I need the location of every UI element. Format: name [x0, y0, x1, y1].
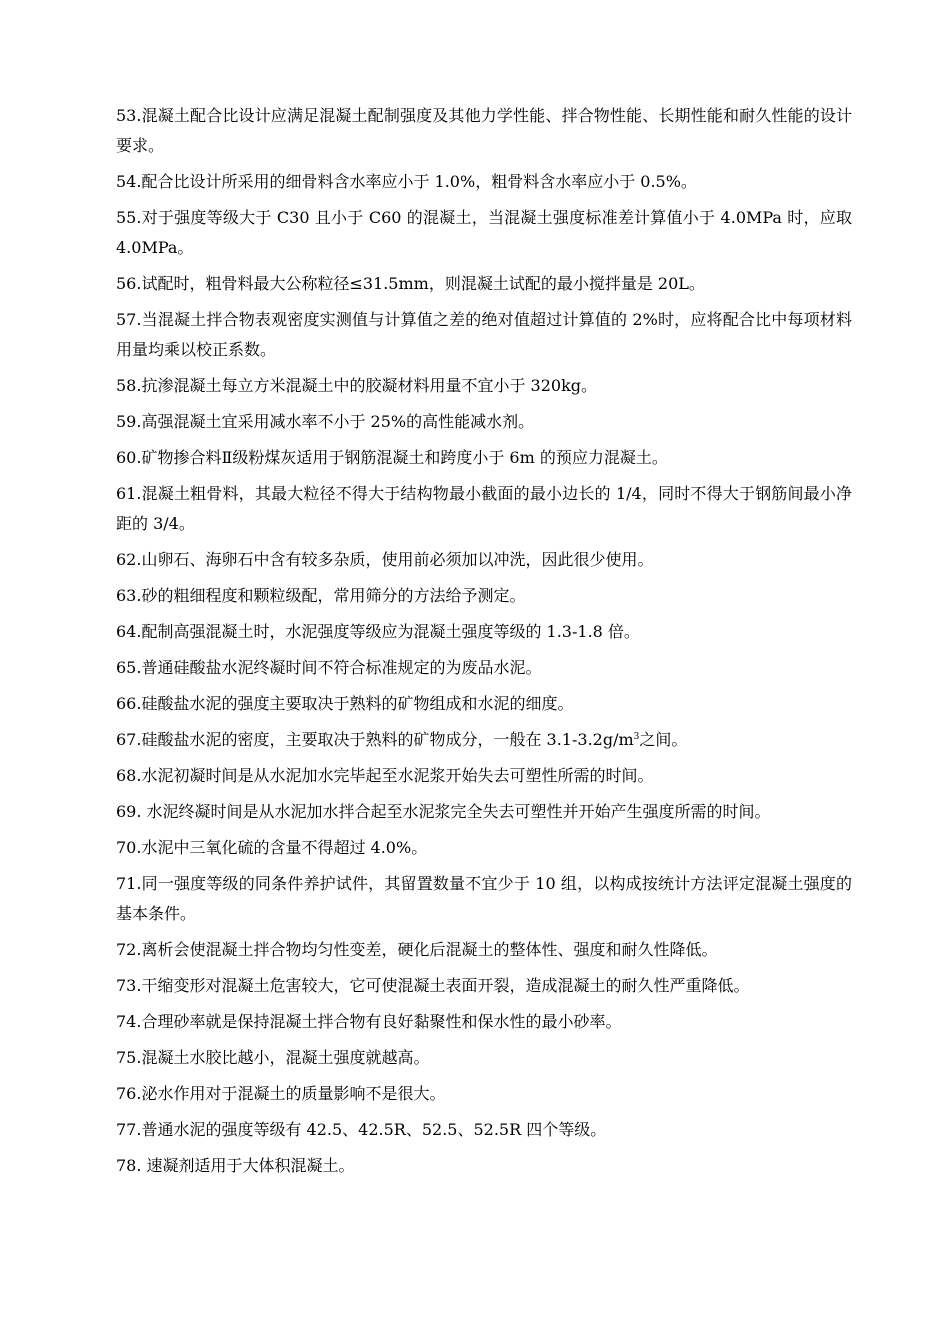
statement-text: 干缩变形对混凝土危害较大，它可使混凝土表面开裂，造成混凝土的耐久性严重降低。 — [141, 976, 750, 995]
statement-item — [116, 1151, 852, 1181]
statement-text: 混凝土水胶比越小，混凝土强度就越高。 — [141, 1048, 430, 1067]
statement-number: 59. — [116, 412, 142, 431]
statement-text: 普通水泥的强度等级有 42.5、42.5R、52.5、52.5R 四个等级。 — [141, 1120, 607, 1139]
statement-number: 54. — [116, 172, 142, 191]
statement-item — [116, 101, 852, 161]
statement-number: 76. — [116, 1084, 142, 1103]
statement-item — [116, 371, 852, 401]
statement-text: 硅酸盐水泥的强度主要取决于熟料的矿物组成和水泥的细度。 — [141, 694, 574, 713]
statement-number: 58. — [116, 376, 142, 395]
statement-number: 55. — [116, 208, 142, 227]
statement-number: 63. — [116, 586, 142, 605]
statement-number: 66. — [116, 694, 142, 713]
statement-number: 60. — [116, 448, 142, 467]
statement-item — [116, 167, 852, 197]
statement-text: 砂的粗细程度和颗粒级配，常用筛分的方法给予测定。 — [141, 586, 526, 605]
statement-text: 速凝剂适用于大体积混凝土。 — [141, 1156, 355, 1175]
statement-item — [116, 1115, 852, 1145]
statement-item — [116, 1007, 852, 1037]
statement-item — [116, 545, 852, 575]
statement-text: 合理砂率就是保持混凝土拌合物有良好黏聚性和保水性的最小砂率。 — [141, 1012, 622, 1031]
statement-item — [116, 479, 852, 539]
statement-number: 77. — [116, 1120, 142, 1139]
statement-item — [116, 935, 852, 965]
statement-text: 混凝土配合比设计应满足混凝土配制强度及其他力学性能、拌合物性能、长期性能和耐久性能的设计要求。 — [116, 106, 852, 155]
statement-number: 62. — [116, 550, 142, 569]
statement-text: 抗渗混凝土每立方米混凝土中的胶凝材料用量不宜小于 320kg。 — [141, 376, 598, 395]
statement-item — [116, 443, 852, 473]
statement-number: 73. — [116, 976, 142, 995]
superscript: 3 — [633, 732, 640, 742]
statement-text: 高强混凝土宜采用减水率不小于 25%的高性能减水剂。 — [141, 412, 535, 431]
statement-number: 56. — [116, 274, 142, 293]
statement-item — [116, 1079, 852, 1109]
statement-item — [116, 407, 852, 437]
statement-text: 当混凝土拌合物表观密度实测值与计算值之差的绝对值超过计算值的 2%时，应将配合比中每项材料用量均乘以校正系数。 — [116, 310, 852, 359]
statement-text: 离析会使混凝土拌合物均匀性变差，硬化后混凝土的整体性、强度和耐久性降低。 — [141, 940, 718, 959]
statement-text: 硅酸盐水泥的密度，主要取决于熟料的矿物成分，一般在 3.1-3.2g/m — [141, 730, 634, 749]
statement-text: 对于强度等级大于 C30 且小于 C60 的混凝土，当混凝土强度标准差计算值小于 4.0MPa 时，应取 4.0MPa。 — [116, 208, 852, 257]
statement-text: 矿物掺合料Ⅱ级粉煤灰适用于钢筋混凝土和跨度小于 6m 的预应力混凝土。 — [141, 448, 668, 467]
statement-item — [116, 203, 852, 263]
statement-item — [116, 761, 852, 791]
statement-number: 67. — [116, 730, 142, 749]
statement-number: 64. — [116, 622, 142, 641]
statement-number: 70. — [116, 838, 142, 857]
statement-item — [116, 1043, 852, 1073]
statement-number: 72. — [116, 940, 142, 959]
statement-item — [116, 833, 852, 863]
statement-list — [116, 101, 852, 1187]
statement-text: 泌水作用对于混凝土的质量影响不是很大。 — [141, 1084, 446, 1103]
statement-text: 山卵石、海卵石中含有较多杂质，使用前必须加以冲洗，因此很少使用。 — [141, 550, 654, 569]
statement-item — [116, 581, 852, 611]
statement-item — [116, 653, 852, 683]
statement-number: 53. — [116, 106, 142, 125]
statement-item — [116, 797, 852, 827]
statement-number: 61. — [116, 484, 142, 503]
statement-item — [116, 869, 852, 929]
statement-text: 普通硅酸盐水泥终凝时间不符合标准规定的为废品水泥。 — [141, 658, 542, 677]
statement-number: 68. — [116, 766, 142, 785]
statement-number: 75. — [116, 1048, 142, 1067]
statement-text: 水泥终凝时间是从水泥加水拌合起至水泥浆完全失去可塑性并开始产生强度所需的时间。 — [141, 802, 771, 821]
statement-number: 71. — [116, 874, 142, 893]
statement-item — [116, 269, 852, 299]
statement-number: 69. — [116, 802, 142, 821]
statement-item — [116, 725, 852, 755]
statement-item — [116, 971, 852, 1001]
statement-item — [116, 305, 852, 365]
statement-text: 水泥初凝时间是从水泥加水完毕起至水泥浆开始失去可塑性所需的时间。 — [141, 766, 654, 785]
statement-text: 混凝土粗骨料，其最大粒径不得大于结构物最小截面的最小边长的 1/4，同时不得大于钢筋间最小净距的 3/4。 — [116, 484, 852, 533]
statement-number: 57. — [116, 310, 142, 329]
statement-item — [116, 617, 852, 647]
statement-number: 78. — [116, 1156, 142, 1175]
statement-text-tail: 之间。 — [639, 730, 688, 749]
statement-number: 74. — [116, 1012, 142, 1031]
statement-text: 同一强度等级的同条件养护试件，其留置数量不宜少于 10 组，以构成按统计方法评定混凝土强度的基本条件。 — [116, 874, 852, 923]
statement-text: 配合比设计所采用的细骨料含水率应小于 1.0%，粗骨料含水率应小于 0.5%。 — [141, 172, 697, 191]
statement-text: 试配时，粗骨料最大公称粒径≤31.5mm，则混凝土试配的最小搅拌量是 20L。 — [141, 274, 705, 293]
statement-item — [116, 689, 852, 719]
statement-text: 水泥中三氧化硫的含量不得超过 4.0%。 — [141, 838, 428, 857]
statement-text: 配制高强混凝土时，水泥强度等级应为混凝土强度等级的 1.3-1.8 倍。 — [141, 622, 640, 641]
statement-number: 65. — [116, 658, 142, 677]
